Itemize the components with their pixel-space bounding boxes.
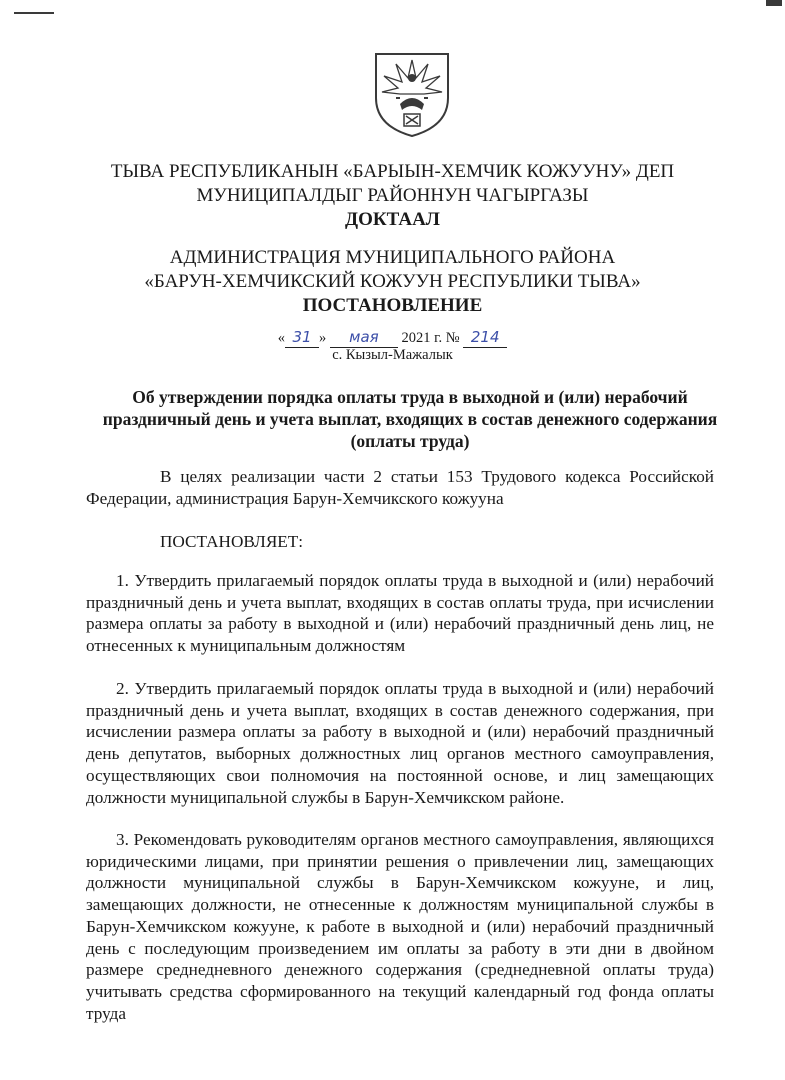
scan-mark-top-right <box>766 0 782 6</box>
date-year: 2021 г. № <box>401 330 460 346</box>
date-day: 31 <box>292 328 312 346</box>
document-title: Об утверждении порядка оплаты труда в выходной и (или) нерабочий праздничный день и учета выплат, входящих в состав денежного содержания (оплаты труда) <box>102 387 718 451</box>
coat-of-arms-icon <box>370 48 454 138</box>
date-open-quote: « <box>277 330 286 346</box>
header-tuvan-line-1: ТЫВА РЕСПУБЛИКАНЫН «БАРЫЫН-ХЕМЧИК КОЖУУНУ» ДЕП <box>110 161 675 182</box>
item-number: 1. <box>116 571 129 590</box>
header-tuvan-doc-type: ДОКТААЛ <box>345 209 440 230</box>
header-tuvan-line-2: МУНИЦИПАЛДЫГ РАЙОННУН ЧАГЫРГАЗЫ <box>196 185 589 206</box>
item-text: Утвердить прилагаемый порядок оплаты труда в выходной и (или) нерабочий праздничный день и учета выплат, входящих в состав оплаты труда, при исчислении размера оплаты за работу в выходной и (или) нерабочий праздничный день лиц, не отнесенных к муниципальным должностям <box>86 571 715 656</box>
date-line <box>0 328 785 348</box>
header-russian-doc-type: ПОСТАНОВЛЕНИЕ <box>302 295 483 316</box>
item-text: Рекомендовать руководителям органов местного самоуправления, являющихся юридическими лицами, при принятии решения о привлечении лиц, замещающих должности муниципальной службы в Барун-Хемчикском кожууне, и лиц, замещающих должности, не отнесенные к должностям муниципальной службы в Барун-Хемчикском кожууне, к работе в выходной и (или) нерабочий праздничный день с последующим произведением им оплаты за работу в эти дни в двойном размере среднедневного денежного содержания (среднедневной оплаты труда) учитывать средства сформированного на текущий календарный год фонда оплаты труда <box>86 830 715 1023</box>
header-russian-line-1: АДМИНИСТРАЦИЯ МУНИЦИПАЛЬНОГО РАЙОНА <box>169 247 616 268</box>
date-month: мая <box>349 328 379 346</box>
header-russian-line-2: «БАРУН-ХЕМЧИКСКИЙ КОЖУУН РЕСПУБЛИКИ ТЫВА» <box>144 271 641 292</box>
item-number: 3. <box>116 830 129 849</box>
list-item <box>86 678 714 808</box>
place-of-issue: с. Кызыл-Мажалык <box>332 347 453 363</box>
resolves-heading: ПОСТАНОВЛЯЕТ: <box>160 532 304 551</box>
list-item <box>86 570 714 657</box>
list-item <box>86 829 714 1024</box>
scan-mark-top-left <box>14 12 54 14</box>
item-number: 2. <box>116 679 129 698</box>
preamble: В целях реализации части 2 статьи 153 Трудового кодекса Российской Федерации, администрация Барун-Хемчикского кожууна <box>86 467 714 508</box>
item-text: Утвердить прилагаемый порядок оплаты труда в выходной и (или) нерабочий праздничный день и учета выплат, входящих в состав денежного содержания, при исчислении размера оплаты за работу в выходной и (или) нерабочий праздничный день депутатов, выборных должностных лиц органов местного самоуправления, осуществляющих свои полномочия на постоянной основе, и лиц замещающих должности муниципальной службы в Барун-Хемчикском районе. <box>86 679 715 807</box>
document-number: 214 <box>470 328 500 346</box>
date-close-quote: » <box>319 330 327 346</box>
